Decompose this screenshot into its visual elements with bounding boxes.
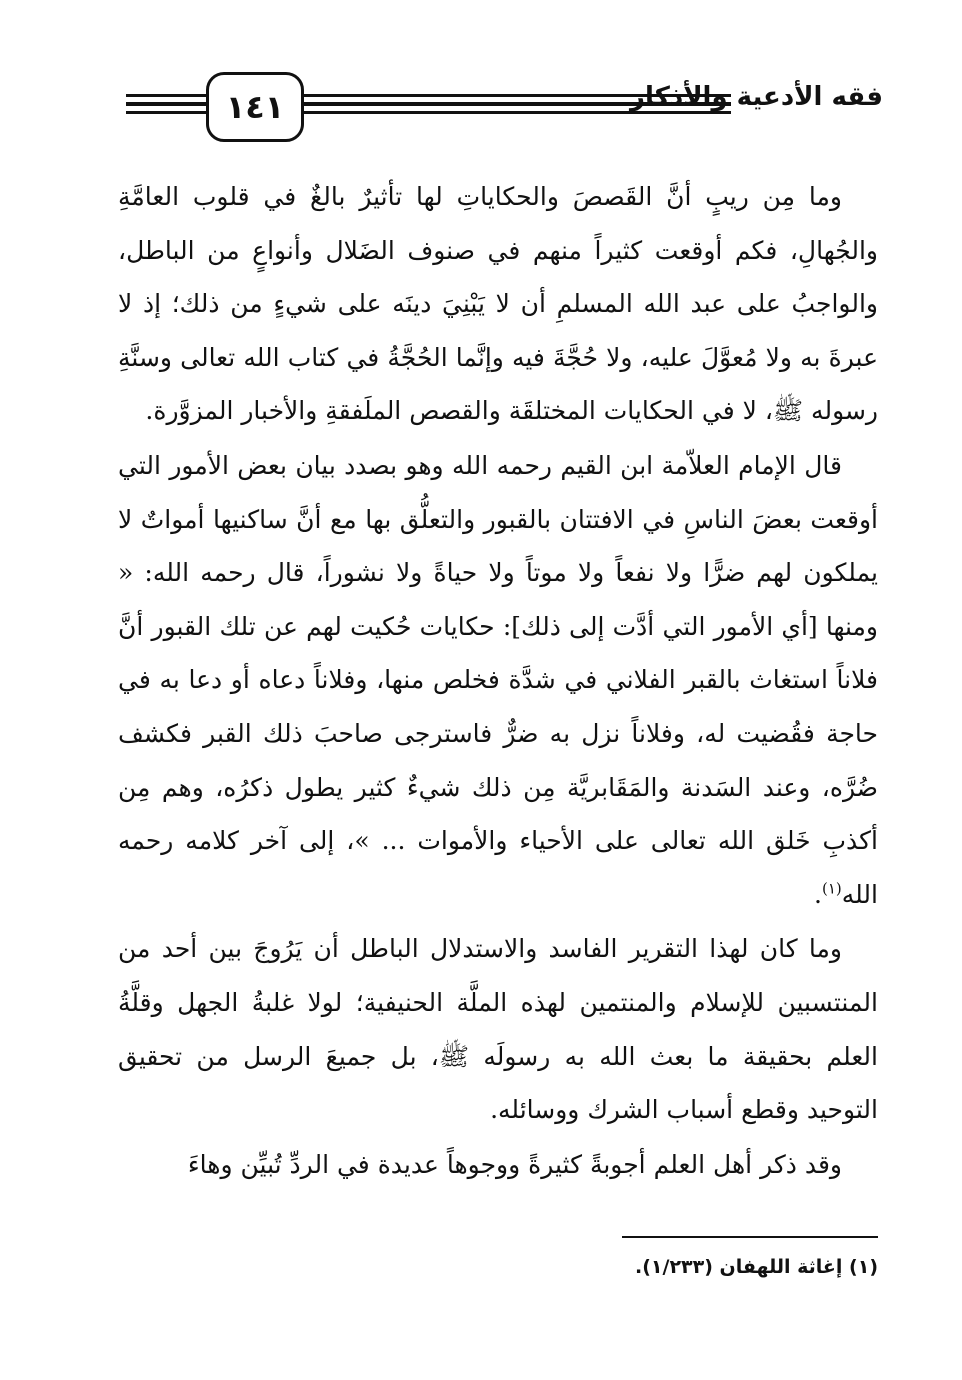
header-rule xyxy=(126,102,208,106)
header-rule xyxy=(126,94,208,97)
body-text xyxy=(118,170,878,1191)
page-header xyxy=(118,66,883,146)
paragraph: وما كان لهذا التقرير الفاسد والاستدلال الباطل أن يَرُوجَ بين أحد من المنتسبين للإسلام والمنتمين لهذه الملَّة الحنيفية؛ لولا غلبةُ الجهل وقلَّةُ العلم بحقيقة ما بعث الله به رسولَه ﷺ، بل جميعَ الرسل من تحقيق التوحيد وقطع أسباب الشرك ووسائله. xyxy=(118,934,878,1125)
running-title: فقه الأدعية والأذكار xyxy=(630,82,883,112)
paragraph: وقد ذكر أهل العلم أجوبةً كثيرةً ووجوهاً عديدة في الردِّ تُبيِّن وهاءَ xyxy=(187,1149,842,1179)
footnote-marker: (١) xyxy=(821,879,842,898)
paragraph-text: قال الإمام العلاّمة ابن القيم رحمه الله وهو بصدد بيان بعض الأمور التي أوقعت بعضَ الناسِ في الافتتان بالقبور والتعلُّق بها مع أنَّ ساكنيها أمواتٌ لا يملكون لهم ضرًّا ولا نفعاً ولا موتاً ولا حياةً ولا نشوراً، قال رحمه الله: « ومنها [أي الأمور التي أدَّت إلى ذلك]: حكايات حُكيت لهم عن تلك القبور أنَّ فلاناً استغاث بالقبر الفلاني في شدَّة فخلص منها، وفلاناً دعاه أو دعا به في حاجة فقُضيت له، وفلاناً نزل به ضرٌّ فاسترجى صاحبَ ذلك القبر فكشف ضُرَّه، وعند السَدنة والمَقَابريَّة مِن ذلك شيءٌ كثير يطول ذكرُه، وهم مِن أكذبِ خَلق الله تعالى على الأحياء والأموات ... »، إلى آخر كلامه رحمه الله xyxy=(118,450,878,909)
footnote: (١) إغاثة اللهفان (١/٢٣٣). xyxy=(635,1256,878,1278)
paragraph-end: . xyxy=(814,879,822,909)
page-number: ١٤١ xyxy=(206,72,304,142)
header-rule xyxy=(126,111,208,114)
paragraph: وما مِن ريبٍ أنَّ القَصصَ والحكاياتِ لها تأثيرٌ بالغٌ في قلوب العامَّةِ والجُهالِ، فكم أوقعت كثيراً منهم في صنوف الضَلال وأنواعٍ من الباطل، والواجبُ على عبد الله المسلمِ أن لا يَبْنِيَ دينَه على شيءٍ من ذلك؛ إذ لا عبرةَ به ولا مُعوَّلَ عليه، ولا حُجَّةَ فيه وإنَّما الحُجَّةُ في كتاب الله تعالى وسنَّةِ رسوله ﷺ، لا في الحكايات المختلقَة والقصص الملَفقةِ والأخبار المزوَّرة. xyxy=(118,182,878,426)
footnote-divider xyxy=(622,1236,878,1238)
paragraph xyxy=(118,439,878,921)
